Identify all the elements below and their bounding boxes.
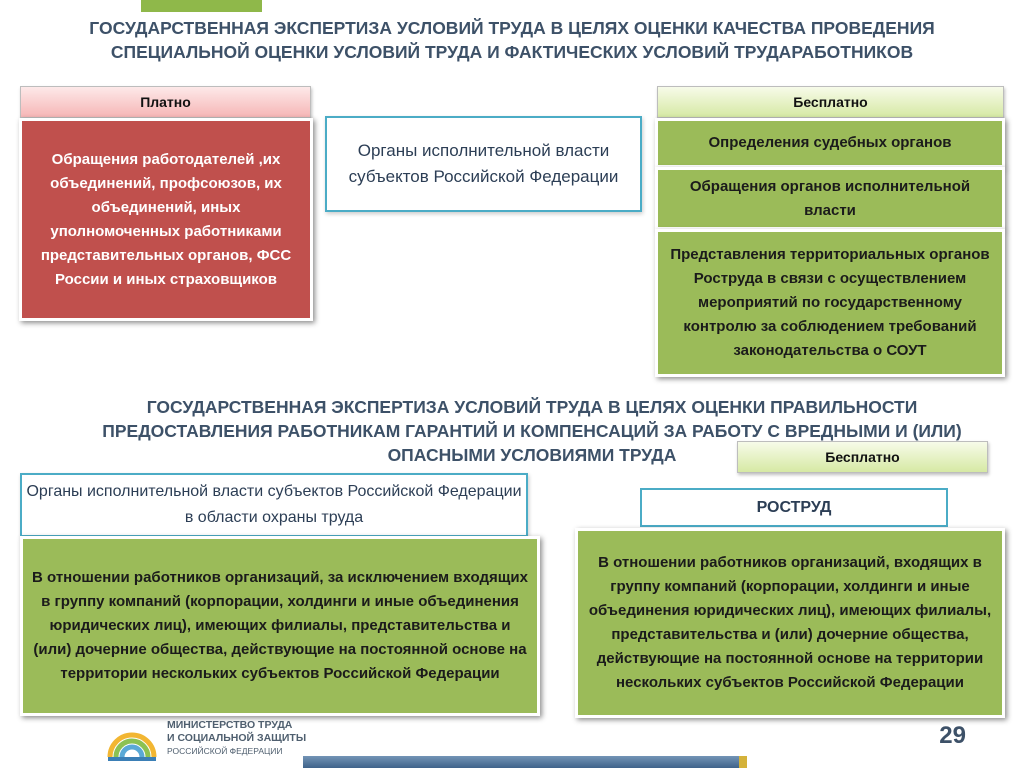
regional-labor-authority-box: Органы исполнительной власти субъектов Российской Федерации в области охраны труда [20,473,528,537]
ministry-logo-text [167,719,306,758]
title-mid-text: ГОСУДАРСТВЕННАЯ ЭКСПЕРТИЗА УСЛОВИЙ ТРУДА В ЦЕЛЯХ ОЦЕНКИ ПРАВИЛЬНОСТИ ПРЕДОСТАВЛЕНИЯ РАБОТНИКАМ ГАРАНТИЙ И КОМПЕНСАЦИЙ ЗА РАБОТУ С ВРЕДНЫМИ И (ИЛИ) ОПАСНЫМИ УСЛОВИЯМИ ТРУДА [102,397,962,465]
footer-bar [303,756,739,768]
page-number: 29 [939,722,966,749]
executive-authorities-box: Органы исполнительной власти субъектов Российской Федерации [325,116,642,212]
free-item-court: Определения судебных органов [655,118,1005,168]
ministry-logo-icon [104,715,160,765]
logo-line-2: И СОЦИАЛЬНОЙ ЗАЩИТЫ [167,732,307,744]
logo-line-3: РОССИЙСКОЙ ФЕДЕРАЦИИ [167,746,283,756]
top-accent-bar [141,0,262,12]
paid-requests-box: Обращения работодателей ,их объединений, профсоюзов, их объединений, иных уполномоченных работниками представительных органов, ФСС России и иных страховщиков [19,118,313,321]
footer-accent [739,756,747,768]
rostrud-scope-box: В отношении работников организаций, входящих в группу компаний (корпорации, холдинги и иные объединения юридических лиц), имеющих филиалы, представительства и (или) дочерние общества, действующие на постоянной основе на территории нескольких субъектов Российской Федерации [575,528,1005,718]
regional-scope-box: В отношении работников организаций, за исключением входящих в группу компаний (корпорации, холдинги и иные объединения юридических лиц), имеющих филиалы, представительства и (или) дочерние общества, действующие на постоянной основе на территории нескольких субъектов Российской Федерации [20,536,540,716]
free-item-executive: Обращения органов исполнительной власти [655,167,1005,230]
paid-label: Платно [20,86,311,118]
rostrud-header: РОСТРУД [640,488,948,527]
free-label-bottom: Бесплатно [737,441,988,473]
free-item-rostrud: Представления территориальных органов Роструда в связи с осуществлением мероприятий по государственному контролю за соблюдением требований законодательства о СОУТ [655,229,1005,377]
free-label-top: Бесплатно [657,86,1004,118]
title-top: ГОСУДАРСТВЕННАЯ ЭКСПЕРТИЗА УСЛОВИЙ ТРУДА В ЦЕЛЯХ ОЦЕНКИ КАЧЕСТВА ПРОВЕДЕНИЯ СПЕЦИАЛЬНОЙ ОЦЕНКИ УСЛОВИЙ ТРУДА И ФАКТИЧЕСКИХ УСЛОВИЙ ТРУДАРАБОТНИКОВ [89,18,935,62]
logo-line-1: МИНИСТЕРСТВО ТРУДА [167,719,293,731]
